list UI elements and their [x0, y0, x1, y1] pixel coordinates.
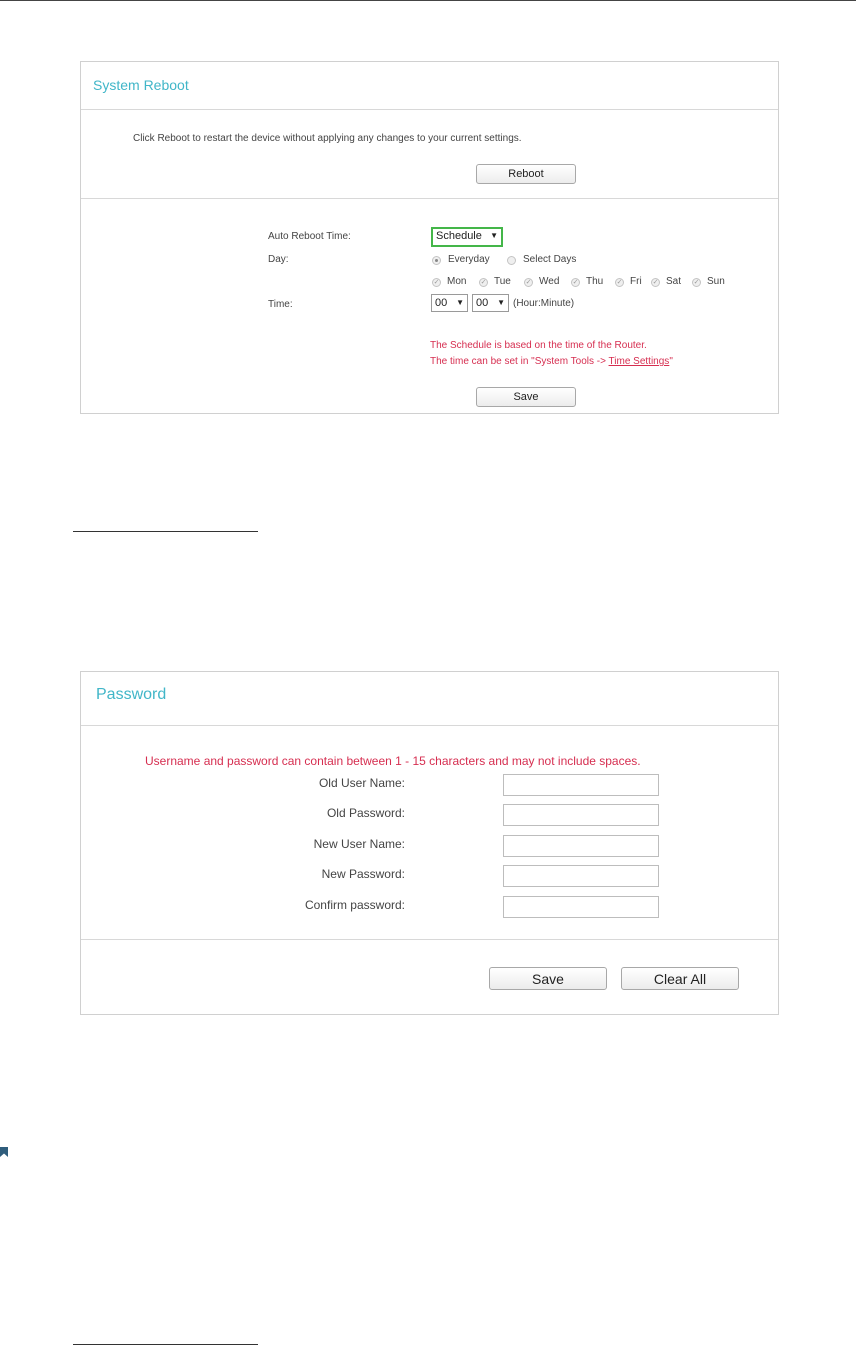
thu-label: Thu	[586, 276, 604, 287]
thu-checkbox[interactable]: ✓	[572, 279, 579, 286]
title-divider	[81, 725, 778, 726]
sat-label: Sat	[666, 276, 682, 287]
reboot-description: Click Reboot to restart the device without applying any changes to your current settings.	[133, 133, 522, 144]
time-settings-link[interactable]: Time Settings	[608, 356, 670, 367]
password-title: Password	[96, 686, 167, 703]
chevron-down-icon: ▼	[456, 298, 464, 307]
wed-label: Wed	[539, 276, 560, 287]
note-prefix: The time can be set in "System Tools ->	[430, 356, 609, 367]
clear-all-button[interactable]: Clear All	[621, 967, 739, 990]
form-divider	[81, 939, 778, 940]
new-user-name-input[interactable]	[503, 835, 659, 857]
minute-select[interactable]	[472, 294, 509, 312]
auto-reboot-label: Auto Reboot Time:	[268, 231, 351, 242]
system-reboot-panel	[80, 61, 779, 414]
page-top-rule	[0, 0, 856, 1]
password-panel	[80, 671, 779, 1015]
reboot-section-divider	[81, 198, 778, 199]
bookmark-icon	[0, 1147, 8, 1157]
sat-checkbox[interactable]: ✓	[652, 279, 659, 286]
auto-reboot-select[interactable]	[431, 227, 503, 247]
everyday-radio[interactable]	[432, 256, 441, 265]
confirm-password-input[interactable]	[503, 896, 659, 918]
reboot-button[interactable]: Reboot	[476, 164, 576, 184]
auto-reboot-value: Schedule	[436, 230, 482, 242]
hour-value: 00	[435, 297, 448, 309]
section-separator	[73, 531, 258, 532]
credential-rule-notice: Username and password can contain between 1 - 15 characters and may not include spaces.	[145, 754, 641, 768]
old-user-name-input[interactable]	[503, 774, 659, 796]
time-format-hint: (Hour:Minute)	[513, 298, 575, 309]
confirm-password-label: Confirm password:	[304, 898, 405, 912]
note-suffix: "	[669, 356, 673, 367]
chevron-down-icon: ▼	[497, 298, 505, 307]
mon-label: Mon	[447, 276, 467, 287]
select-days-radio[interactable]	[507, 256, 516, 265]
title-divider	[81, 109, 778, 110]
schedule-note-line1: The Schedule is based on the time of the Router.	[430, 340, 647, 351]
new-password-label: New Password:	[321, 867, 405, 881]
schedule-note-line2	[430, 356, 673, 367]
hour-select[interactable]	[431, 294, 468, 312]
new-password-input[interactable]	[503, 865, 659, 887]
sun-label: Sun	[707, 276, 725, 287]
tue-label: Tue	[494, 276, 511, 287]
day-label: Day:	[268, 254, 289, 265]
tue-checkbox[interactable]: ✓	[480, 279, 487, 286]
sun-checkbox[interactable]: ✓	[693, 279, 700, 286]
reboot-save-button[interactable]: Save	[476, 387, 576, 407]
fri-label: Fri	[630, 276, 642, 287]
time-label: Time:	[268, 299, 293, 310]
new-user-name-label: New User Name:	[313, 837, 405, 851]
old-password-input[interactable]	[503, 804, 659, 826]
minute-value: 00	[476, 297, 489, 309]
old-password-label: Old Password:	[326, 806, 405, 820]
everyday-label: Everyday	[448, 254, 490, 265]
fri-checkbox[interactable]: ✓	[616, 279, 623, 286]
wed-checkbox[interactable]: ✓	[525, 279, 532, 286]
system-reboot-title: System Reboot	[93, 77, 189, 93]
old-user-name-label: Old User Name:	[318, 776, 405, 790]
mon-checkbox[interactable]: ✓	[433, 279, 440, 286]
section-separator	[73, 1344, 258, 1345]
password-save-button[interactable]: Save	[489, 967, 607, 990]
select-days-label: Select Days	[523, 254, 577, 265]
chevron-down-icon: ▼	[490, 231, 498, 240]
